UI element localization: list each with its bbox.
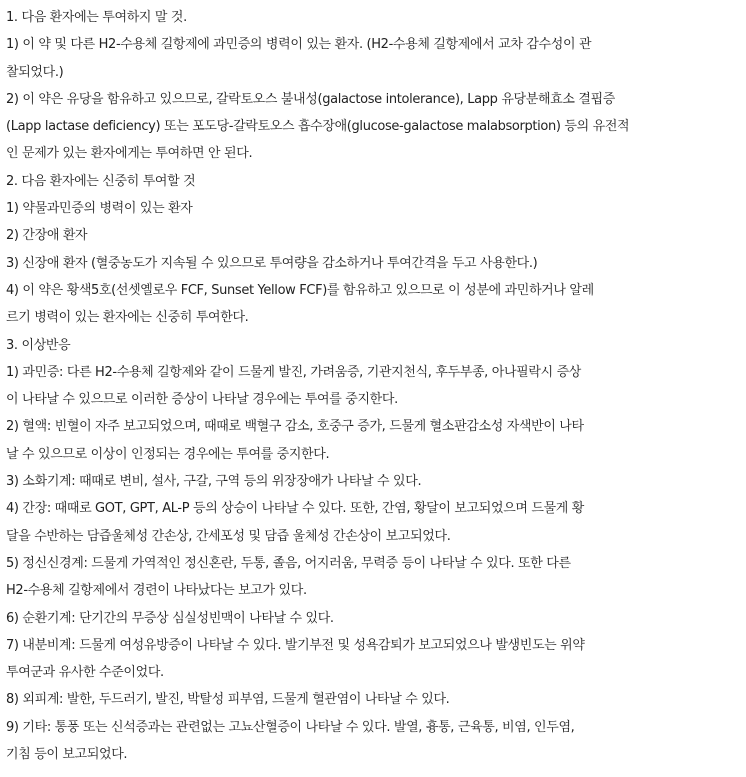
text-line: 2. 다음 환자에는 신중히 투여할 것: [6, 173, 196, 189]
text-line: 1) 이 약 및 다른 H2-수용체 길항제에 과민증의 병력이 있는 환자. (H2-수용체 길항제에서 교차 감수성이 관: [6, 37, 592, 53]
text-line: 6) 순환기계: 단기간의 무증상 심실성빈맥이 나타날 수 있다.: [6, 610, 334, 626]
text-line: 1) 약물과민증의 병력이 있는 환자: [6, 201, 193, 217]
text-line: 4) 이 약은 황색5호(선셋옐로우 FCF, Sunset Yellow FCF)를 함유하고 있으므로 이 성분에 과민하거나 알레: [6, 282, 594, 298]
text-line: 4) 간장: 때때로 GOT, GPT, AL-P 등의 상승이 나타날 수 있다. 또한, 간염, 황달이 보고되었으며 드물게 황: [6, 501, 585, 517]
text-line: (Lapp lactase deficiency) 또는 포도당-갈락토오스 흡수장애(glucose-galactose malabsorption) 등의 유전적: [6, 119, 630, 135]
text-line: 9) 기타: 통풍 또는 신석증과는 관련없는 고뇨산혈증이 나타날 수 있다. 발열, 흉통, 근육통, 비염, 인두염,: [6, 719, 575, 735]
text-line: 날 수 있으므로 이상이 인정되는 경우에는 투여를 중지한다.: [6, 446, 330, 462]
text-line: 2) 혈액: 빈혈이 자주 보고되었으며, 때때로 백혈구 감소, 호중구 증가, 드물게 혈소판감소성 자색반이 나타: [6, 419, 584, 435]
text-line: 1. 다음 환자에는 투여하지 말 것.: [6, 10, 187, 25]
text-line: 찰되었다.): [6, 64, 64, 80]
text-line: 2) 간장애 환자: [6, 228, 88, 244]
text-line: 르기 병력이 있는 환자에는 신중히 투여한다.: [6, 310, 249, 326]
text-line: 달을 수반하는 담즙울체성 간손상, 간세포성 및 담즙 울체성 간손상이 보고되었다.: [6, 528, 451, 544]
text-line: 3. 이상반응: [6, 337, 71, 353]
text-line: 2) 이 약은 유당을 함유하고 있으므로, 갈락토오스 불내성(galactose intolerance), Lapp 유당분해효소 결핍증: [6, 91, 615, 107]
text-line: 1) 과민증: 다른 H2-수용체 길항제와 같이 드물게 발진, 가려움증, 기관지천식, 후두부종, 아나필락시 증상: [6, 364, 581, 380]
text-line: 투여군과 유사한 수준이었다.: [6, 665, 164, 681]
text-line: 5) 정신신경계: 드물게 가역적인 정신혼란, 두통, 졸음, 어지러움, 무력증 등이 나타날 수 있다. 또한 다른: [6, 555, 571, 571]
text-line: 인 문제가 있는 환자에게는 투여하면 안 된다.: [6, 146, 253, 162]
text-line: 기침 등이 보고되었다.: [6, 747, 128, 763]
text-line: 8) 외피계: 발한, 두드러기, 발진, 박탈성 피부염, 드물게 혈관염이 나타날 수 있다.: [6, 692, 450, 708]
text-line: 이 나타날 수 있으므로 이러한 증상이 나타날 경우에는 투여를 중지한다.: [6, 392, 398, 408]
text-line: 3) 신장애 환자 (혈중농도가 지속될 수 있으므로 투여량을 감소하거나 투여간격을 두고 사용한다.): [6, 255, 538, 271]
text-line: H2-수용체 길항제에서 경련이 나타났다는 보고가 있다.: [6, 583, 307, 599]
text-line: 7) 내분비계: 드물게 여성유방증이 나타날 수 있다. 발기부전 및 성욕감퇴가 보고되었으나 발생빈도는 위약: [6, 637, 585, 653]
text-line: 3) 소화기계: 때때로 변비, 설사, 구갈, 구역 등의 위장장애가 나타날 수 있다.: [6, 474, 422, 490]
